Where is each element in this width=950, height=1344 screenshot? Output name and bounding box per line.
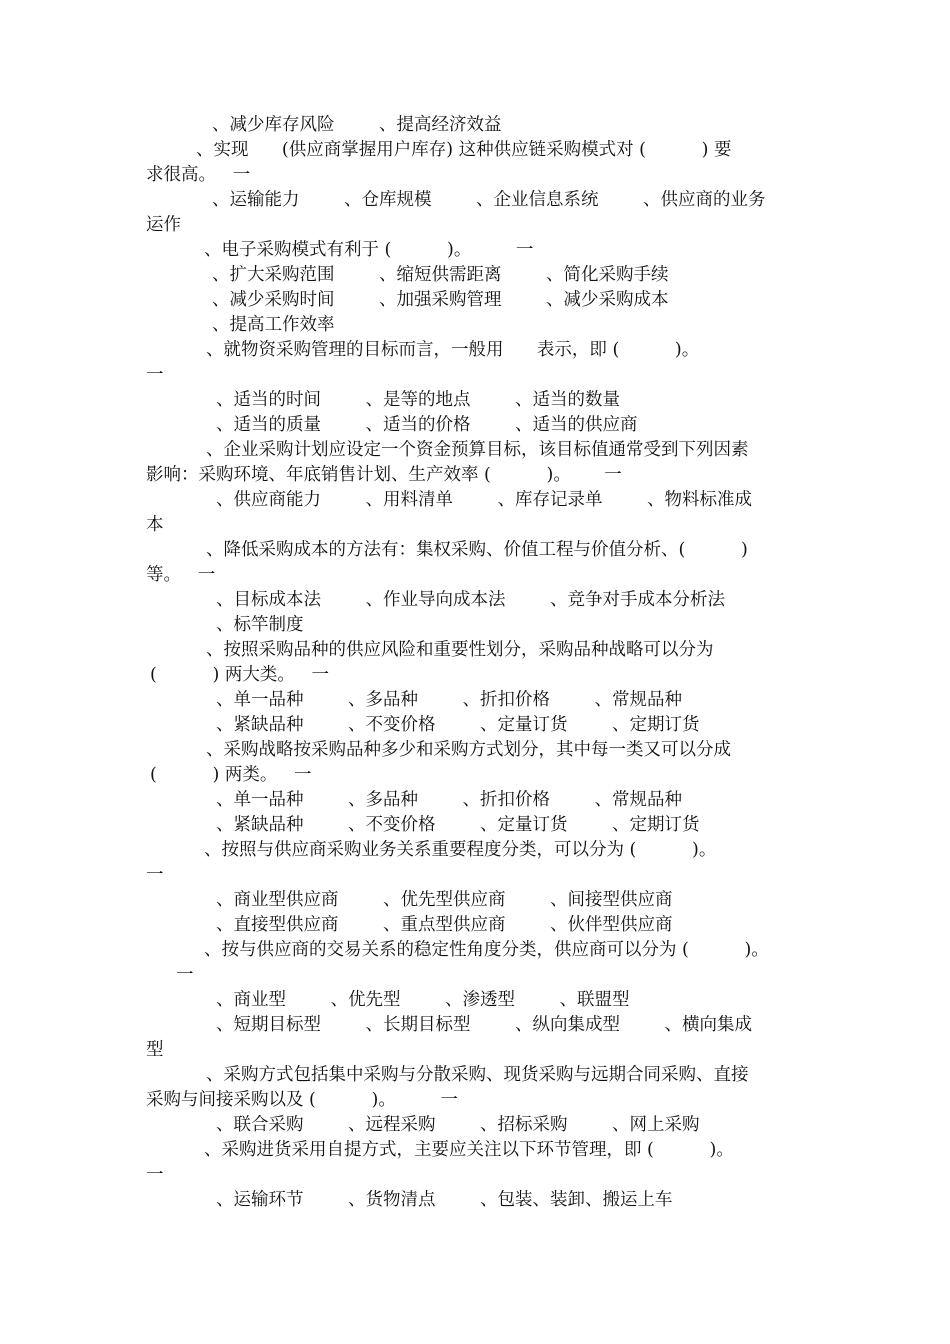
text-line: 、降低采购成本的方法有：集权采购、价值工程与价值分析、( ) [206, 540, 748, 560]
text-line: 、按照采购品种的供应风险和重要性划分，采购品种战略可以分为 [206, 640, 714, 660]
text-line: 、企业采购计划应设定一个资金预算目标，该目标值通常受到下列因素 [206, 440, 749, 460]
text-line: 、供应商能力 、用料清单 、库存记录单 、物料标准成 [216, 490, 753, 510]
text-line: 、按与供应商的交易关系的稳定性角度分类，供应商可以分为 ( )。 [204, 940, 769, 960]
text-line: 、减少采购时间 、加强采购管理 、减少采购成本 [212, 290, 669, 310]
text-line: 求很高。 一 [146, 165, 251, 185]
text-line: 、实现 (供应商掌握用户库存) 这种供应链采购模式对 ( ) 要 [196, 140, 732, 160]
text-line: 、联合采购 、远程采购 、招标采购 、网上采购 [216, 1115, 700, 1135]
text-line: 、采购进货采用自提方式，主要应关注以下环节管理，即 ( )。 [204, 1140, 734, 1160]
text-line: 、单一品种 、多品种 、折扣价格 、常规品种 [216, 690, 683, 710]
text-line: 、标竿制度 [216, 615, 304, 635]
text-line: 、按照与供应商采购业务关系重要程度分类，可以分为 ( )。 [204, 840, 717, 860]
text-line: 一 [146, 365, 164, 385]
text-line: 、适当的质量 、适当的价格 、适当的供应商 [216, 415, 638, 435]
text-line: 、提高工作效率 [212, 315, 335, 335]
text-line: 、采购方式包括集中采购与分散采购、现货采购与远期合同采购、直接 [206, 1065, 749, 1085]
text-line: 、运输能力 、仓库规模 、企业信息系统 、供应商的业务 [212, 190, 766, 210]
text-line: 本 [146, 515, 164, 535]
text-line: 、紧缺品种 、不变价格 、定量订货 、定期订货 [216, 715, 700, 735]
text-line: 一 [146, 1165, 164, 1185]
text-line: 型 [146, 1040, 164, 1060]
text-line: 、电子采购模式有利于 ( )。 一 [204, 240, 534, 260]
text-line: 采购与间接采购以及 ( )。 一 [146, 1090, 458, 1110]
text-line: 运作 [146, 215, 181, 235]
text-line: 影响：采购环境、年底销售计划、生产效率 ( )。 一 [146, 465, 622, 485]
text-line: 、商业型 、优先型 、渗透型 、联盟型 [216, 990, 630, 1010]
text-line: 、紧缺品种 、不变价格 、定量订货 、定期订货 [216, 815, 700, 835]
text-line: 、适当的时间 、是等的地点 、适当的数量 [216, 390, 621, 410]
text-line: 、直接型供应商 、重点型供应商 、伙伴型供应商 [216, 915, 673, 935]
text-line: 一 [146, 865, 164, 885]
text-line: 一 [176, 965, 194, 985]
text-line: 等。 一 [146, 565, 216, 585]
text-line: ( ) 两大类。 一 [150, 665, 330, 685]
text-line: 、减少库存风险 、提高经济效益 [212, 115, 502, 135]
text-line: 、扩大采购范围 、缩短供需距离 、简化采购手续 [212, 265, 669, 285]
text-line: 、商业型供应商 、优先型供应商 、间接型供应商 [216, 890, 673, 910]
text-line: 、运输环节 、货物清点 、包装、装卸、搬运上车 [216, 1190, 673, 1210]
text-line: 、短期目标型 、长期目标型 、纵向集成型 、横向集成 [216, 1015, 753, 1035]
text-line: 、就物资采购管理的目标而言，一般用 表示，即 ( )。 [206, 340, 700, 360]
text-line: 、采购战略按采购品种多少和采购方式划分，其中每一类又可以分成 [206, 740, 731, 760]
text-line: 、目标成本法 、作业导向成本法 、竞争对手成本分析法 [216, 590, 726, 610]
text-line: 、单一品种 、多品种 、折扣价格 、常规品种 [216, 790, 683, 810]
text-line: ( ) 两类。 一 [150, 765, 312, 785]
